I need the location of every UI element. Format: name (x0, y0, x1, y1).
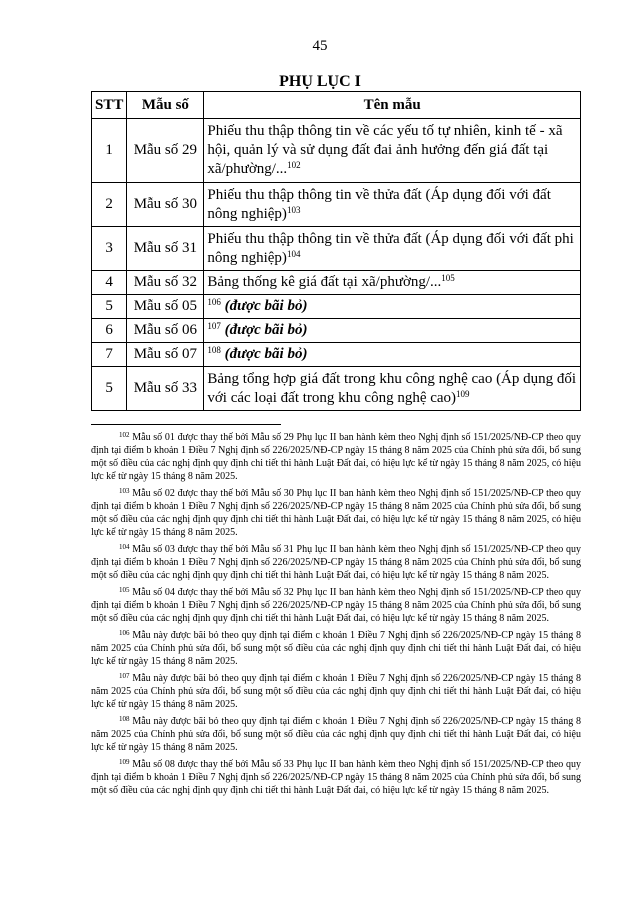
footnote-number: 106 (119, 629, 130, 637)
row-form-name-cell (204, 271, 581, 295)
footnote-ref[interactable]: 103 (286, 204, 301, 215)
footnote (91, 487, 581, 539)
row-form-name-cell (204, 119, 581, 183)
table-header-row (92, 92, 581, 119)
footnote-text: Mẫu này được bãi bỏ theo quy định tại điểm c khoản 1 Điều 7 Nghị định số 226/2025/NĐ-CP ngày 15 tháng 8 năm 2025 của Chính phủ sửa đổi, bổ sung một số điều của các nghị định quy định chi tiết thi hành Luật Đất đai, có hiệu lực kể từ ngày 15 tháng 8 năm 2025. (91, 673, 582, 710)
row-stt: 7 (92, 343, 127, 367)
row-form-name: Phiếu thu thập thông tin về các yếu tố tự nhiên, kinh tế - xã hội, quản lý và sử dụng đất đai ảnh hưởng đến giá đất tại xã/phường/... (207, 123, 563, 177)
footnote (91, 715, 581, 754)
footnote-separator (91, 424, 281, 425)
footnote-ref[interactable]: 107 (207, 321, 221, 331)
row-form-name-cell (204, 295, 581, 319)
footnote (91, 629, 581, 668)
footnote-ref[interactable]: 106 (207, 297, 221, 307)
row-form-name-cell (204, 183, 581, 227)
footnote-ref[interactable]: 109 (456, 388, 470, 399)
footnote-ref[interactable]: 104 (286, 248, 301, 259)
row-stt: 6 (92, 319, 127, 343)
row-form-name-cell (204, 227, 581, 271)
repealed-note: (được bãi bỏ) (224, 346, 308, 362)
row-form-code: Mẫu số 06 (127, 319, 204, 343)
row-stt: 5 (92, 295, 127, 319)
footnote (91, 672, 581, 711)
table-row (92, 367, 581, 411)
footnote-text: Mẫu này được bãi bỏ theo quy định tại điểm c khoản 1 Điều 7 Nghị định số 226/2025/NĐ-CP ngày 15 tháng 8 năm 2025 của Chính phủ sửa đổi, bổ sung một số điều của các nghị định quy định chi tiết thi hành Luật Đất đai, có hiệu lực kể từ ngày 15 tháng 8 năm 2025. (91, 630, 582, 667)
footnote-ref[interactable]: 108 (207, 345, 221, 355)
footnote-ref[interactable]: 105 (441, 273, 455, 283)
row-form-code: Mẫu số 29 (127, 119, 204, 183)
footnote (91, 431, 581, 483)
page-number: 45 (312, 38, 328, 54)
footnote-number: 108 (119, 715, 130, 723)
row-form-code: Mẫu số 07 (127, 343, 204, 367)
repealed-note: (được bãi bỏ) (224, 298, 308, 314)
row-form-code: Mẫu số 32 (127, 271, 204, 295)
footnote (91, 543, 581, 582)
row-form-code: Mẫu số 30 (127, 183, 204, 227)
footnote (91, 758, 581, 797)
table-row (92, 119, 581, 183)
row-form-code: Mẫu số 33 (127, 367, 204, 411)
header-form-name: Tên mẫu (204, 92, 581, 119)
footnote-text: Mẫu số 02 được thay thế bởi Mẫu số 30 Phụ lục II ban hành kèm theo Nghị định số 151/2025/NĐ-CP theo quy định tại điểm b khoản 1 Điều 7 Nghị định số 226/2025/NĐ-CP ngày 15 tháng 8 năm 2025 của Chính phủ sửa đổi, bổ sung một số điều của các nghị định quy định chi tiết thi hành Luật Đất đai, có hiệu lực kể từ ngày 15 tháng 8 năm 2025, có hiệu lực kể từ ngày 15 tháng 8 năm 2025. (91, 488, 582, 538)
row-stt: 2 (92, 183, 127, 227)
row-stt: 1 (92, 119, 127, 183)
table-row (92, 227, 581, 271)
footnote-text: Mẫu số 04 được thay thế bởi Mẫu số 32 Phụ lục II ban hành kèm theo Nghị định số 151/2025/NĐ-CP theo quy định tại điểm b khoản 1 Điều 7 Nghị định số 226/2025/NĐ-CP ngày 15 tháng 8 năm 2025 của Chính phủ sửa đổi, bổ sung một số điều của các nghị định quy định chi tiết thi hành Luật Đất đai, có hiệu lực kể từ ngày 15 tháng 8 năm 2025. (91, 587, 582, 624)
table-row (92, 183, 581, 227)
row-form-name-cell (204, 343, 581, 367)
row-form-name: Bảng thống kê giá đất tại xã/phường/... (207, 274, 442, 290)
footnote-number: 104 (119, 543, 130, 551)
footnote (91, 586, 581, 625)
footnote-number: 102 (119, 431, 130, 439)
footnote-text: Mẫu số 03 được thay thế bởi Mẫu số 31 Phụ lục II ban hành kèm theo Nghị định số 151/2025/NĐ-CP theo quy định tại điểm b khoản 1 Điều 7 Nghị định số 226/2025/NĐ-CP ngày 15 tháng 8 năm 2025 của Chính phủ sửa đổi, bổ sung một số điều của các nghị định quy định chi tiết thi hành Luật Đất đai, có hiệu lực kể từ ngày 15 tháng 8 năm 2025. (91, 544, 582, 581)
table-row (92, 319, 581, 343)
footnotes (91, 431, 581, 801)
header-form-code: Mẫu số (127, 92, 204, 119)
footnote-number: 107 (119, 672, 130, 680)
row-stt: 3 (92, 227, 127, 271)
header-stt: STT (92, 92, 127, 119)
row-form-code: Mẫu số 05 (127, 295, 204, 319)
table-row (92, 295, 581, 319)
repealed-note: (được bãi bỏ) (224, 322, 308, 338)
row-form-name: Phiếu thu thập thông tin về thửa đất (Áp dụng đối với đất nông nghiệp) (207, 186, 551, 222)
table-row (92, 343, 581, 367)
forms-table (91, 91, 581, 411)
row-stt: 4 (92, 271, 127, 295)
footnote-text: Mẫu này được bãi bỏ theo quy định tại điểm c khoản 1 Điều 7 Nghị định số 226/2025/NĐ-CP ngày 15 tháng 8 năm 2025 của Chính phủ sửa đổi, bổ sung một số điều của các nghị định quy định chi tiết thi hành Luật Đất đai, có hiệu lực kể từ ngày 15 tháng 8 năm 2025. (91, 716, 582, 753)
appendix-title: PHỤ LỤC I (279, 73, 361, 90)
footnote-number: 109 (119, 758, 130, 766)
row-form-name: Bảng tổng hợp giá đất trong khu công nghệ cao (Áp dụng đối với các loại đất trong khu công nghệ cao) (207, 370, 577, 406)
footnote-number: 105 (119, 586, 130, 594)
row-form-code: Mẫu số 31 (127, 227, 204, 271)
footnote-text: Mẫu số 01 được thay thế bởi Mẫu số 29 Phụ lục II ban hành kèm theo Nghị định số 151/2025/NĐ-CP theo quy định tại điểm b khoản 1 Điều 7 Nghị định số 226/2025/NĐ-CP ngày 15 tháng 8 năm 2025 của Chính phủ sửa đổi, bổ sung một số điều của các nghị định quy định chi tiết thi hành Luật Đất đai, có hiệu lực kể từ ngày 15 tháng 8 năm 2025, có hiệu lực kể từ ngày 15 tháng 8 năm 2025. (91, 432, 582, 482)
footnote-number: 103 (119, 487, 130, 495)
row-form-name-cell (204, 367, 581, 411)
row-form-name-cell (204, 319, 581, 343)
row-stt: 5 (92, 367, 127, 411)
footnote-ref[interactable]: 102 (287, 160, 301, 170)
row-form-name: Phiếu thu thập thông tin về thửa đất (Áp dụng đối với đất phi nông nghiệp) (207, 230, 574, 266)
table-row (92, 271, 581, 295)
footnote-text: Mẫu số 08 được thay thế bởi Mẫu số 33 Phụ lục II ban hành kèm theo Nghị định số 151/2025/NĐ-CP theo quy định tại điểm b khoản 1 Điều 7 Nghị định số 226/2025/NĐ-CP ngày 15 tháng 8 năm 2025 của Chính phủ sửa đổi, bổ sung một số điều của các nghị định quy định chi tiết thi hành Luật Đất đai, có hiệu lực kể từ ngày 15 tháng 8 năm 2025. (91, 759, 582, 796)
